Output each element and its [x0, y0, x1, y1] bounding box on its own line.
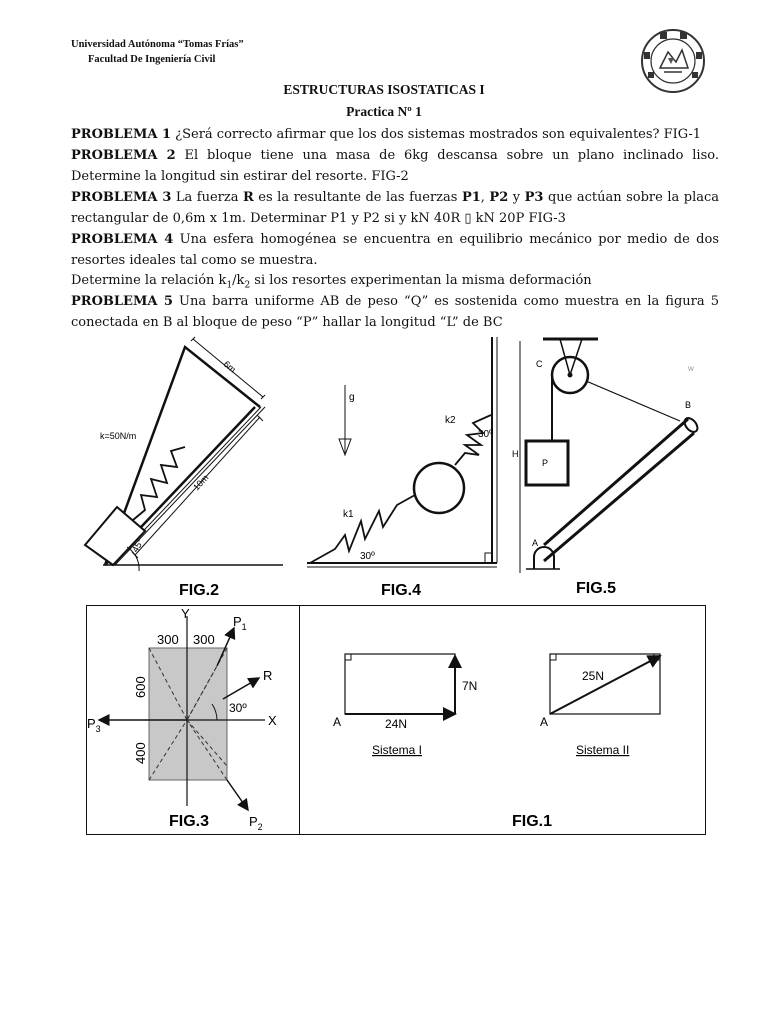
fig4-k1: k1	[343, 509, 354, 520]
fig3-y: Y	[181, 606, 190, 621]
problem-2	[71, 145, 719, 187]
problem-5-text: Una barra uniforme AB de peso “Q” es sostenida como muestra en la figura 5 conectada en B al bloque de peso “P” hallar la longitud “L” de BC	[71, 294, 719, 330]
fig4-k2: k2	[445, 415, 456, 426]
problem-3-text-b: es la resultante de las fuerzas	[253, 190, 462, 205]
sistema-2-25n: 25N	[582, 669, 605, 683]
sistema-1-rect	[345, 654, 455, 714]
problem-4	[71, 229, 719, 271]
fig3-caption: FIG.3	[169, 813, 210, 830]
fig5-rope-bar	[586, 381, 680, 421]
fig5-pin-a	[534, 547, 554, 569]
problem-3-p1: P1	[461, 190, 481, 205]
fig3-r-arrow	[223, 678, 259, 699]
fig2-angle: 45°	[130, 537, 146, 554]
fig3-dim-300-left: 300	[157, 632, 179, 647]
problem-1-label: PROBLEMA 1	[71, 127, 171, 142]
sistema-1-a: A	[333, 715, 342, 729]
fig5-a: A	[532, 538, 539, 548]
sistema-2-a: A	[540, 715, 549, 729]
figure-5	[508, 335, 703, 605]
problem-3-y: y	[508, 190, 525, 205]
fig3-dim-600: 600	[133, 676, 148, 698]
problem-4-text: Una esfera homogénea se encuentra en equilibrio mecánico por medio de dos resortes ideales tal como se muestra.	[71, 232, 719, 268]
fig4-g: g	[349, 392, 355, 403]
problem-2-text: El bloque tiene una masa de 6kg descansa sobre un plano inclinado liso. Determine la longitud sin estirar del resorte. FIG-2	[71, 148, 719, 184]
faculty-name: Facultad De Ingeniería Civil	[88, 54, 216, 65]
fig4-sphere	[414, 463, 464, 513]
fig3-p3: $P_3$	[87, 716, 101, 734]
fig2-caption: FIG.2	[179, 582, 220, 599]
fig3-p2: $P_2$	[249, 814, 263, 832]
fig4-angle-bottom: 30º	[360, 551, 375, 562]
problem-3-comma: ,	[480, 190, 490, 205]
problem-3	[71, 187, 719, 229]
fig2-len-top: 6m	[221, 358, 238, 375]
fig4-angle-top: 30º	[478, 429, 493, 440]
figure-3	[87, 606, 299, 833]
problem-3-text-d: kN 20P FIG-3	[471, 211, 566, 226]
sistema-2-25n-arrow	[550, 656, 660, 714]
fig5-w: w	[688, 364, 694, 373]
fig1-caption: FIG.1	[512, 813, 553, 830]
problem-2-label: PROBLEMA 2	[71, 148, 176, 163]
problem-4-sub2: 2	[244, 280, 251, 291]
fig5-caption: FIG.5	[576, 580, 617, 597]
fig2-len-incline: 10m	[191, 472, 211, 493]
fig3-dim-400: 400	[133, 742, 148, 764]
problem-3-text-a: La fuerza	[171, 190, 243, 205]
problem-3-p2: P2	[489, 190, 509, 205]
fig5-p: P	[542, 458, 549, 468]
problem-4-line2-a: Determine la relación k	[71, 273, 227, 288]
sistema-1-label: Sistema I	[372, 743, 423, 757]
problem-5	[71, 291, 719, 333]
fig5-c: C	[536, 359, 543, 369]
problem-3-box-glyph: ▯	[464, 211, 472, 226]
sistema-2-label: Sistema II	[576, 743, 630, 757]
problem-3-p3: P3	[524, 190, 544, 205]
fig3-dim-300-right: 300	[193, 632, 215, 647]
problem-4-label: PROBLEMA 4	[71, 232, 174, 247]
fig3-p2-arrow	[227, 780, 248, 810]
practice-title: Practica Nº 1	[346, 104, 422, 119]
problem-3-r: R	[242, 190, 254, 205]
fig5-b: B	[685, 400, 692, 410]
sistema-1-7n: 7N	[462, 679, 478, 693]
fig3-plate	[149, 648, 227, 780]
problem-4-slash: /k	[232, 273, 245, 288]
fig3-angle: 30º	[229, 701, 247, 715]
problem-1	[71, 124, 719, 145]
problem-4-sub1: 1	[226, 280, 233, 291]
figure-2	[75, 335, 300, 605]
figure-1	[300, 606, 703, 833]
fig3-x: X	[268, 713, 277, 728]
problem-3-label: PROBLEMA 3	[71, 190, 172, 205]
fig3-p1: $P_1$	[233, 614, 247, 632]
fig5-h: H	[512, 449, 519, 459]
figure-4	[305, 335, 505, 605]
problem-4-line2-b: si los resortes experimentan la misma deformación	[250, 273, 592, 288]
problem-3-text-c: que actúan sobre la placa rectangular de 0,6m x 1m. Determinar P1 y P2 si y kN 40R	[71, 190, 720, 226]
fig5-bar	[544, 419, 688, 545]
university-name: Universidad Autónoma “Tomas Frías”	[71, 39, 244, 50]
problem-1-text: ¿Será correcto afirmar que los dos sistemas mostrados son equivalentes? FIG-1	[171, 127, 702, 142]
sistema-1-24n: 24N	[385, 717, 408, 731]
fig4-caption: FIG.4	[381, 582, 422, 599]
fig4-spring-k2	[455, 415, 491, 465]
fig2-spring-label: k=50N/m	[100, 431, 137, 441]
fig3-r: R	[263, 668, 273, 683]
course-title: ESTRUCTURAS ISOSTATICAS I	[283, 82, 485, 97]
problem-5-label: PROBLEMA 5	[71, 294, 173, 309]
